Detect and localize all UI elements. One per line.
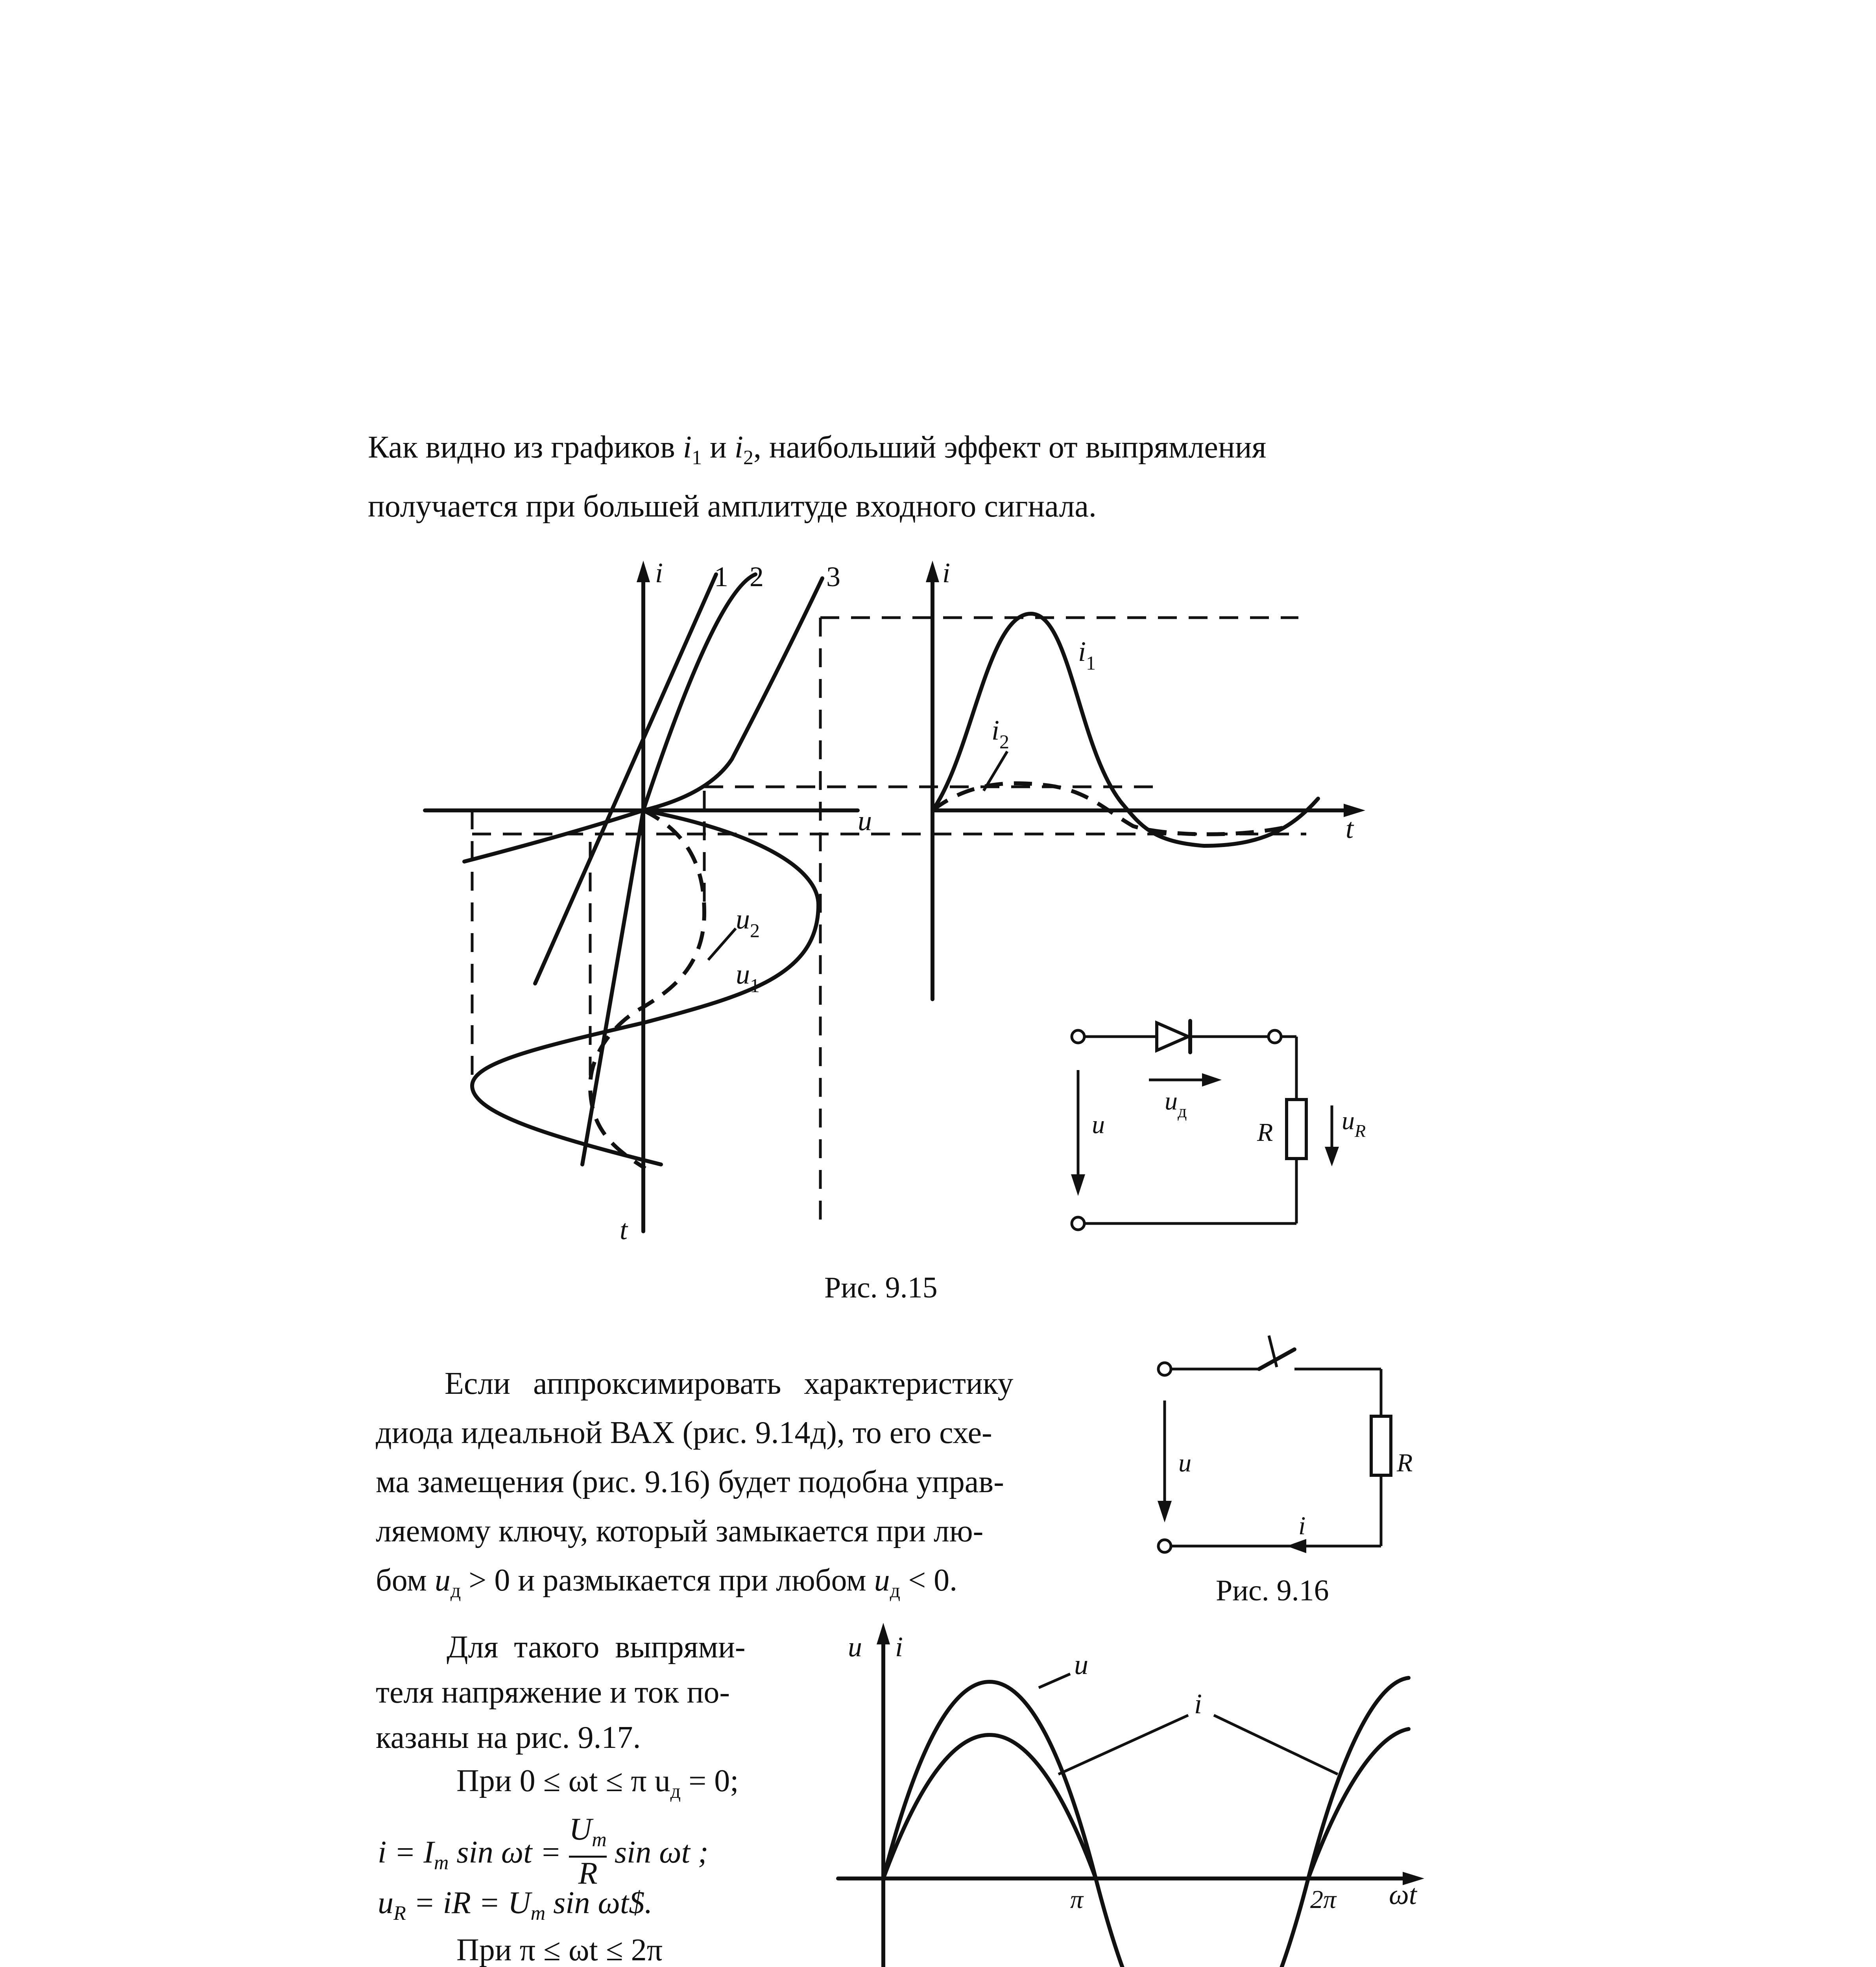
label-i1: $i_1$ — [1078, 636, 1096, 674]
label-u: u — [1178, 1448, 1191, 1477]
label-u2: $u_2$ — [736, 903, 760, 941]
label-i: i — [1194, 1688, 1202, 1720]
axis-label-i: i — [895, 1631, 903, 1663]
para917-line-3: казаны на рис. 9.17. — [376, 1720, 641, 1755]
tick-label-2pi: 2π — [1310, 1885, 1337, 1914]
label-curve-1: 1 — [714, 561, 728, 592]
label-i: i — [1298, 1511, 1306, 1540]
curve-i-1 — [883, 1735, 1096, 1878]
para917-line-2: теля напряжение и ток по- — [376, 1675, 730, 1710]
intro-line-1: Как видно из графиков $i_1$ и $i_2$, наибольший эффект от выпрямления — [368, 430, 1267, 469]
label-i2: $i_2$ — [992, 714, 1010, 753]
caption-fig-9-16: Рис. 9.16 — [1216, 1574, 1329, 1607]
condition-2: При π ≤ ωt ≤ 2π — [456, 1933, 663, 1967]
para916-line-1: Если аппроксимировать характеристику — [445, 1366, 1014, 1401]
intro-line-2: получается при большей амплитуде входного сигнала. — [368, 489, 1097, 524]
circuit-label-R: R — [1257, 1118, 1273, 1147]
circuit-label-ud: $u_д$ — [1165, 1087, 1187, 1121]
caption-fig-9-15: Рис. 9.15 — [824, 1271, 938, 1304]
label-u1: $u_1$ — [736, 958, 760, 996]
label-i-right: i — [942, 557, 951, 589]
para916-line-3: ма замещения (рис. 9.16) будет подобна управ- — [376, 1465, 1004, 1499]
curve-i-2 — [1308, 1729, 1409, 1878]
para916-line-4: ляемому ключу, который замыкается при лю- — [376, 1514, 984, 1548]
circuit-label-u: u — [1092, 1110, 1105, 1139]
tick-label-pi: π — [1070, 1885, 1084, 1914]
condition-1: При 0 ≤ ωt ≤ π $u_д = 0$; — [456, 1764, 739, 1803]
circuit-label-uR: $u_R$ — [1342, 1106, 1366, 1141]
para916-line-2: диода идеальной ВАХ (рис. 9.14д), то его схе- — [376, 1415, 992, 1450]
para916-line-5: бом $u_д > 0$ и размыкается при любом $u_д < 0$. — [376, 1563, 958, 1602]
label-curve-2: 2 — [750, 561, 764, 592]
equation-uR: $u_R$ = iR = $U_m$ sin ωt$. — [378, 1886, 653, 1925]
label-t-bottom: t — [620, 1214, 628, 1246]
axis-label-u: u — [848, 1631, 862, 1663]
label-R: R — [1397, 1448, 1413, 1477]
label-u-axis: u — [858, 805, 872, 836]
label-u: u — [1074, 1649, 1088, 1680]
equation-i: $i = I_m$ sin ωt = $\frac{U_m}{R}$ sin ωt ; — [378, 1812, 709, 1891]
label-i-left: i — [655, 557, 663, 589]
axis-label-wt: ωt — [1389, 1879, 1417, 1910]
label-curve-3: 3 — [826, 561, 840, 592]
label-t-right: t — [1346, 813, 1354, 844]
para917-line-1: Для такого выпрями- — [447, 1630, 746, 1664]
